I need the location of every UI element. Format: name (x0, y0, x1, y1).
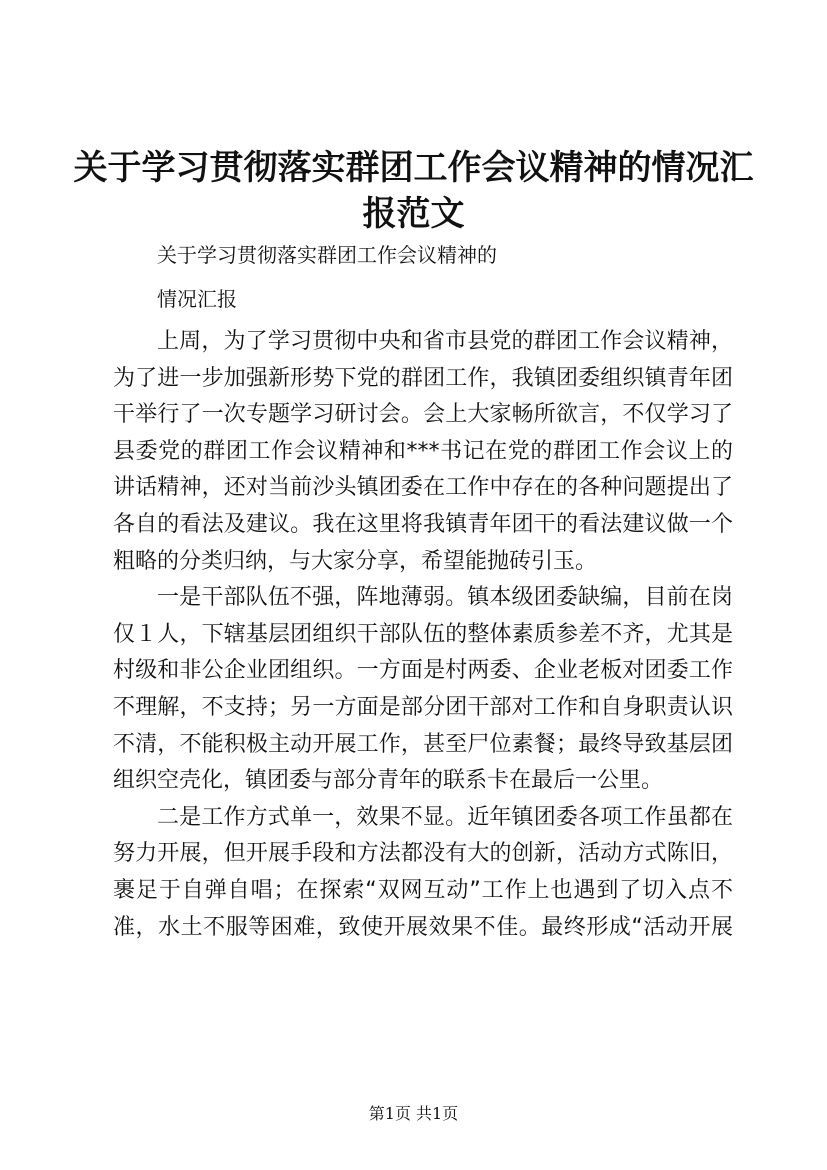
page-footer: 第1页 共1页 (368, 1104, 459, 1123)
paragraph-point-one: 一是干部队伍不强，阵地薄弱。镇本级团委缺编，目前在岗仅１人，下辖基层团组织干部队伍的整体素质参差不齐，尤其是村级和非公企业团组织。一方面是村两委、企业老板对团委工作不理解，不支持；另一方面是部分团干部对工作和自身职责认识不清，不能积极主动开展工作，甚至尸位素餐；最终导致基层团组织空壳化，镇团委与部分青年的联系卡在最后一公里。 (113, 585, 733, 794)
document-body (113, 324, 733, 946)
paragraph-intro: 上周，为了学习贯彻中央和省市县党的群团工作会议精神，为了进一步加强新形势下党的群团工作，我镇团委组织镇青年团干举行了一次专题学习研讨会。会上大家畅所欲言，不仅学习了县委党的群团工作会议精神和***书记在党的群团工作会议上的讲话精神，还对当前沙头镇团委在工作中存在的各种问题提出了各自的看法及建议。我在这里将我镇青年团干的看法建议做一个粗略的分类归纳，与大家分享，希望能抛砖引玉。 (113, 329, 733, 574)
subheading-line-1: 关于学习贯彻落实群团工作会议精神的 (157, 243, 497, 267)
document-title: 关于学习贯彻落实群团工作会议精神的情况汇报范文 (73, 148, 754, 234)
subheading-line-2: 情况汇报 (157, 287, 237, 311)
paragraph-point-two: 二是工作方式单一，效果不显。近年镇团委各项工作虽都在努力开展，但开展手段和方法都没有大的创新，活动方式陈旧，裹足于自弹自唱；在探索“双网互动”工作上也遇到了切入点不准，水土不服等困难，致使开展效果不佳。最终形成“活动开展 (113, 804, 733, 940)
